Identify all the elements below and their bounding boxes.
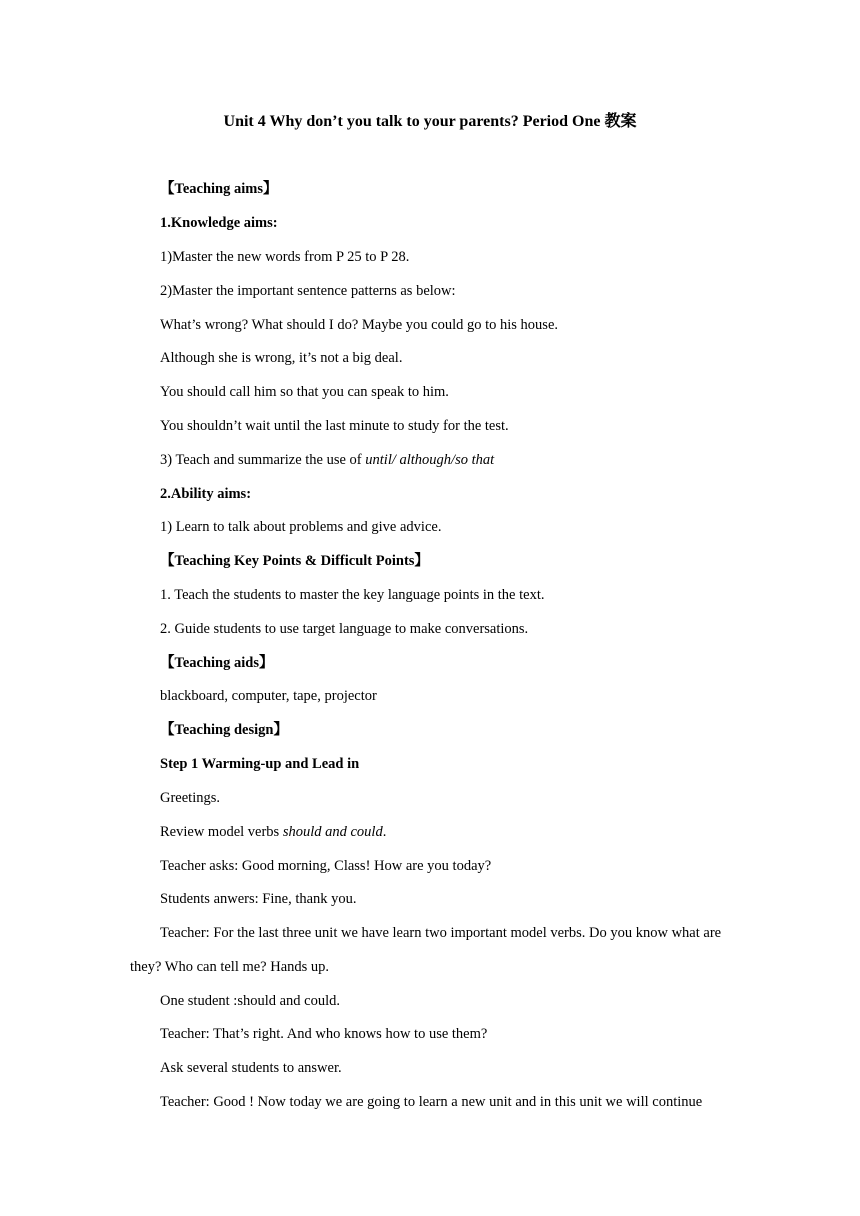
section-heading-key-points: 【Teaching Key Points & Difficult Points】 xyxy=(160,553,429,569)
subheading-ability-aims: 2.Ability aims: xyxy=(160,486,252,502)
paragraph: 2. Guide students to use target language to make conversations. xyxy=(160,621,529,637)
section-heading-teaching-aims: 【Teaching aims】 xyxy=(160,181,278,197)
paragraph: 2)Master the important sentence patterns as below: xyxy=(160,283,456,299)
section-heading-teaching-aids: 【Teaching aids】 xyxy=(160,655,274,671)
paragraph-text: Review model verbs xyxy=(160,824,283,840)
paragraph xyxy=(160,822,760,842)
italic-text: should and could xyxy=(282,824,383,840)
sentence-pattern: Although she is wrong, it’s not a big deal. xyxy=(160,350,403,366)
paragraph-text: 3) Teach and summarize the use of xyxy=(160,452,366,468)
paragraph-text: . xyxy=(382,824,387,840)
paragraph: 1)Master the new words from P 25 to P 28. xyxy=(160,249,410,265)
dialogue-line: One student :should and could. xyxy=(160,993,341,1009)
paragraph: Ask several students to answer. xyxy=(160,1060,342,1076)
document-title: Unit 4 Why don’t you talk to your parents? Period One 教案 xyxy=(223,113,637,130)
dialogue-line: Teacher: For the last three unit we have learn two important model verbs. Do you know what are they? Who can tell me? Hands up. xyxy=(130,925,722,975)
paragraph xyxy=(160,450,760,470)
paragraph: 1) Learn to talk about problems and give advice. xyxy=(160,519,442,535)
step-heading: Step 1 Warming-up and Lead in xyxy=(160,756,360,772)
dialogue-line: Teacher asks: Good morning, Class! How are you today? xyxy=(160,858,492,874)
subheading-knowledge-aims: 1.Knowledge aims: xyxy=(160,215,278,231)
sentence-pattern: You shouldn’t wait until the last minute to study for the test. xyxy=(160,418,509,434)
italic-text: until/ although/so that xyxy=(365,452,495,468)
dialogue-line: Teacher: That’s right. And who knows how to use them? xyxy=(160,1026,488,1042)
sentence-pattern: You should call him so that you can speak to him. xyxy=(160,384,449,400)
paragraph: blackboard, computer, tape, projector xyxy=(160,688,377,704)
paragraph: Greetings. xyxy=(160,790,220,806)
dialogue-line: Teacher: Good ! Now today we are going to learn a new unit and in this unit we will continue xyxy=(160,1094,703,1110)
dialogue-line: Students anwers: Fine, thank you. xyxy=(160,891,357,907)
sentence-pattern: What’s wrong? What should I do? Maybe you could go to his house. xyxy=(160,317,559,333)
section-heading-teaching-design: 【Teaching design】 xyxy=(160,722,288,738)
paragraph: 1. Teach the students to master the key language points in the text. xyxy=(160,587,545,603)
